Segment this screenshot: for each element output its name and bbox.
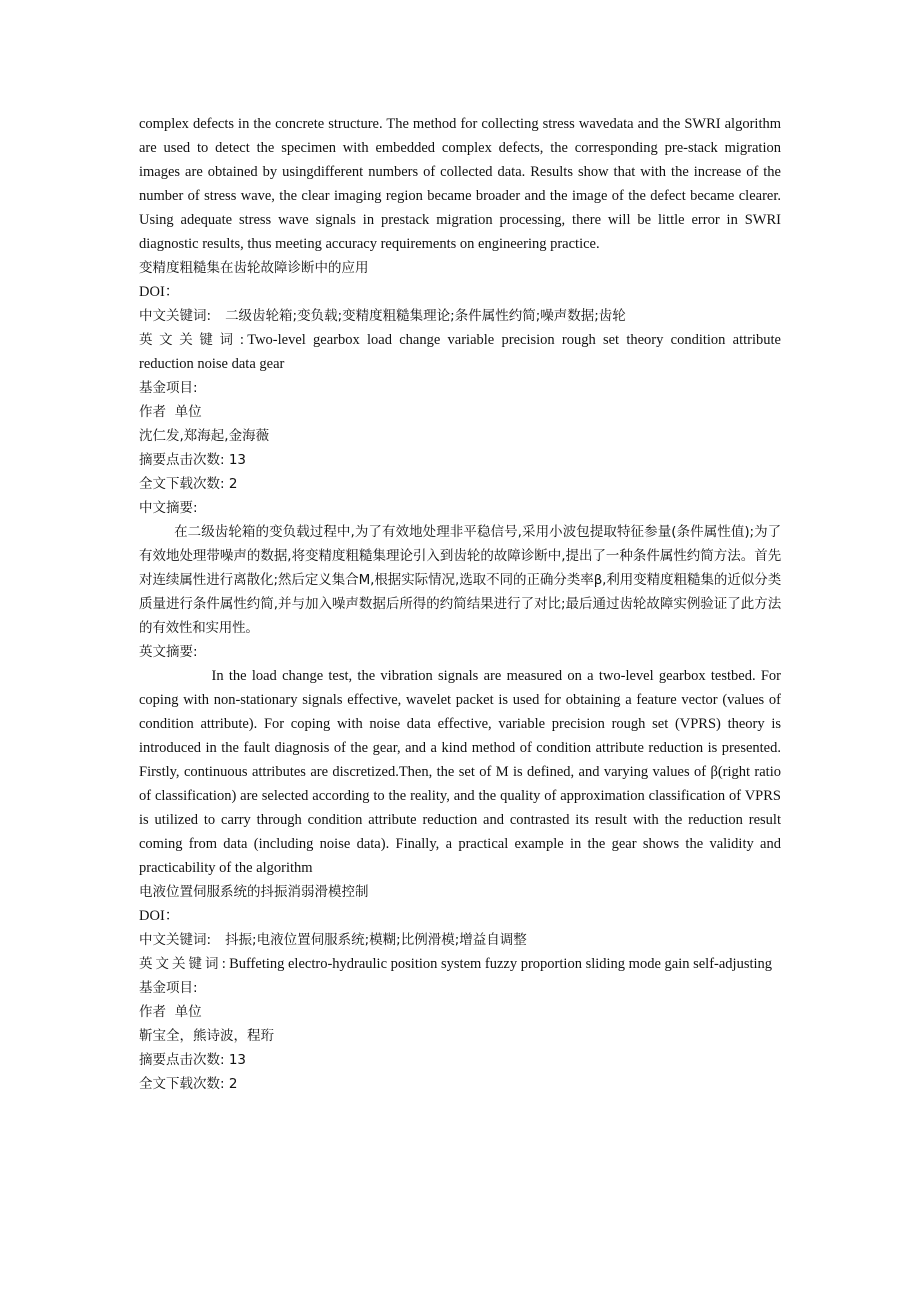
doi-label: DOI：: [139, 284, 180, 300]
article-title: 变精度粗糙集在齿轮故障诊断中的应用: [139, 260, 369, 276]
cn-keywords-row: [139, 928, 781, 952]
en-abstract-label: 英文摘要:: [139, 644, 198, 660]
en-keywords: Two-level gearbox load change variable precision rough set theory condition attribute reduction noise data gear: [139, 332, 781, 372]
cn-keywords-label: 中文关键词:: [139, 932, 212, 948]
cn-keywords-row: [139, 304, 781, 328]
article-1: [139, 256, 781, 880]
en-keywords-row: [139, 328, 781, 376]
author-unit-label: 作者 单位: [139, 1004, 202, 1020]
article-2: [139, 880, 781, 1096]
downloads: 全文下载次数: 2: [139, 1076, 238, 1092]
cn-abstract: 在二级齿轮箱的变负载过程中,为了有效地处理非平稳信号,采用小波包提取特征参量(条件属性值);为了有效地处理带噪声的数据,将变精度粗糙集理论引入到齿轮的故障诊断中,提出了一种条件属性约简方法。首先对连续属性进行离散化;然后定义集合M,根据实际情况,选取不同的正确分类率β,利用变精度粗糙集的近似分类质量进行条件属性约简,并与加入噪声数据后所得的约简结果进行了对比;最后通过齿轮故障实例验证了此方法的有效性和实用性。: [139, 524, 781, 636]
doi-label: DOI：: [139, 908, 180, 924]
en-keywords-label: 英文关键词:: [139, 332, 248, 348]
en-keywords: Buffeting electro-hydraulic position system fuzzy proportion sliding mode gain self-adjusting: [229, 956, 773, 972]
fund-label: 基金项目:: [139, 980, 198, 996]
en-keywords-label: 英文关键词:: [139, 956, 230, 972]
authors: 靳宝全，熊诗波，程珩: [139, 1028, 274, 1044]
en-keywords-row: [139, 952, 781, 976]
cn-abstract-label: 中文摘要:: [139, 500, 198, 516]
article-title: 电液位置伺服系统的抖振消弱滑模控制: [139, 884, 369, 900]
previous-abstract-tail: complex defects in the concrete structure. The method for collecting stress wavedata and the SWRI algorithm are used to detect the specimen with embedded complex defects, the corresponding pre-stack migration images are obtained by usingdifferent numbers of collected data. Results show that with the increase of the number of stress wave, the clear imaging region became broader and the image of the defect became clearer. Using adequate stress wave signals in prestack migration processing, there will be little error in SWRI diagnostic results, thus meeting accuracy requirements on engineering practice.: [139, 116, 781, 252]
document-page: [139, 112, 781, 1096]
cn-keywords: 抖振;电液位置伺服系统;模糊;比例滑模;增益自调整: [225, 932, 527, 948]
authors: 沈仁发,郑海起,金海薇: [139, 428, 270, 444]
abstract-clicks: 摘要点击次数: 13: [139, 452, 247, 468]
cn-keywords-label: 中文关键词:: [139, 308, 212, 324]
author-unit-label: 作者 单位: [139, 404, 202, 420]
downloads: 全文下载次数: 2: [139, 476, 238, 492]
fund-label: 基金项目:: [139, 380, 198, 396]
cn-keywords: 二级齿轮箱;变负载;变精度粗糙集理论;条件属性约简;噪声数据;齿轮: [225, 308, 626, 324]
abstract-clicks: 摘要点击次数: 13: [139, 1052, 247, 1068]
en-abstract: In the load change test, the vibration signals are measured on a two-level gearbox testbed. For coping with non-stationary signals effective, wavelet packet is used for obtaining a feature vector (values of condition attribute). For coping with noise data effective, variable precision rough set (VPRS) theory is introduced in the fault diagnosis of the gear, and a kind method of condition attribute reduction is presented. Firstly, continuous attributes are discretized.Then, the set of M is defined, and varying values of β(right ratio of classification) are selected according to the reality, and the quality of approximation classification of VPRS is utilized to carry through condition attribute reduction and contrasted its result with the reduction result coming from data (including noise data). Finally, a practical example in the gear shows the validity and practicability of the algorithm: [139, 668, 781, 876]
